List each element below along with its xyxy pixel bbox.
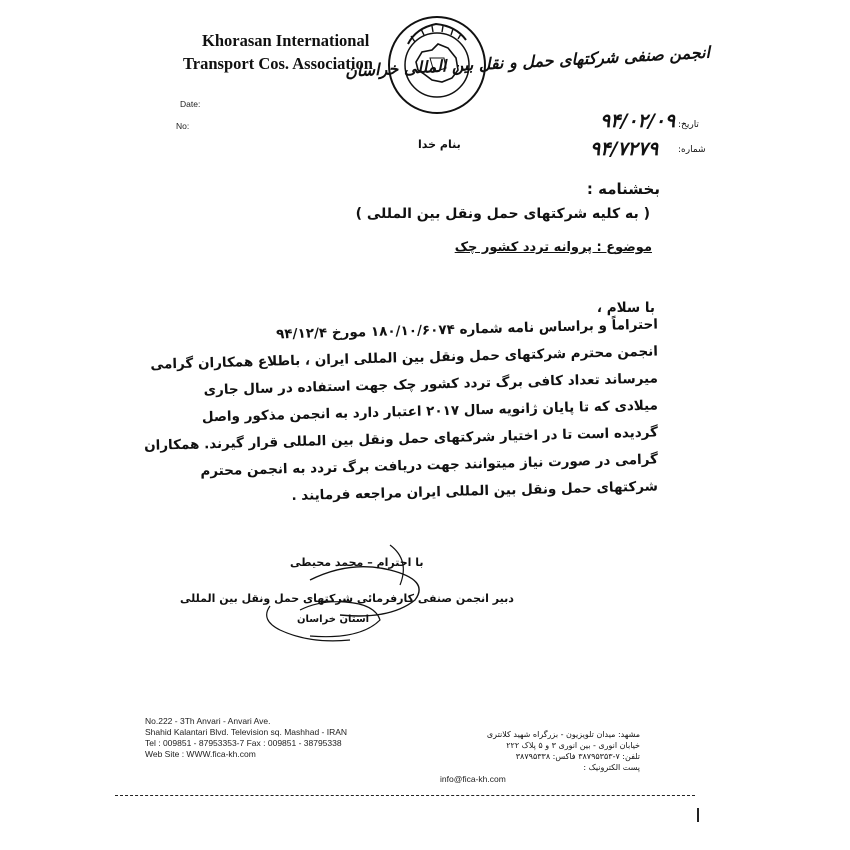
footer-email: info@fica-kh.com	[440, 774, 506, 784]
footer-fa-line: خیابان انوری - بین انوری ۳ و ۵ پلاک ۲۲۲	[506, 741, 640, 750]
org-name-fa: انجمن صنفی شرکتهای حمل و نقل بین المللی خراسان	[344, 42, 711, 81]
handwritten-signature	[240, 540, 440, 650]
footer-en-line: Tel : 009851 - 87953353-7 Fax : 009851 - 38795338	[145, 738, 342, 748]
bottom-dashed-divider	[115, 795, 695, 796]
signature-regards: با احترام – محمد محیطی	[290, 556, 424, 569]
in-the-name-of-god: بنام خدا	[418, 138, 461, 151]
footer-fa-line: مشهد: میدان تلویزیون - بزرگراه شهید کلانتری	[486, 730, 640, 739]
footer-en-line: No.222 - 3Th Anvari - Anvari Ave.	[145, 716, 271, 726]
footer-fa-line: پست الکترونیک :	[583, 763, 640, 772]
org-name-en-line1: Khorasan International	[202, 31, 370, 50]
footer-en-line: Shahid Kalantari Blvd. Television sq. Mashhad - IRAN	[145, 727, 348, 737]
footer-fa-line: تلفن: ۷-۳۸۷۹۵۳۵۳ فاکس: ۳۸۷۹۵۳۳۸	[515, 752, 640, 761]
date-value: ۹۴/۰۲/۰۹	[600, 110, 676, 132]
date-label-fa: تاریخ:	[678, 120, 699, 130]
footer-fa	[440, 730, 640, 785]
signature-title: دبیر انجمن صنفی کارفرمائی شرکتهای حمل ونقل بین المللی	[180, 592, 514, 605]
circular-title: بخشنامه :	[586, 180, 660, 198]
date-label-en: Date:	[180, 99, 201, 109]
body-line: میلادی که تا پایان ژانویه سال ۲۰۱۷ اعتبار دارد به انجمن مذکور واصل	[201, 397, 659, 426]
body-line: شرکتهای حمل ونقل بین المللی ایران مراجعه فرمایند .	[291, 478, 659, 505]
number-value: ۹۴/۷۲۷۹	[590, 138, 659, 160]
subject-line: موضوع : پروانه تردد کشور چک	[454, 240, 652, 255]
org-name-en-line2: Transport Cos. Association	[183, 54, 373, 73]
bottom-tick-mark	[697, 808, 699, 822]
greeting: با سلام ،	[596, 300, 655, 316]
body-line: میرساند تعداد کافی برگ تردد کشور چک جهت استفاده در سال جاری	[203, 370, 659, 399]
footer-en-line: Web Site : WWW.fica-kh.com	[145, 749, 256, 759]
body-line: انجمن محترم شرکتهای حمل ونقل بین المللی ایران ، باطلاع همکاران گرامی	[150, 343, 659, 373]
signature-province: استان خراسان	[297, 614, 370, 625]
number-label-en: No:	[176, 121, 190, 131]
body-line: گردیده است تا در اختیار شرکتهای حمل ونقل بین المللی قرار گیرند. همکاران	[143, 424, 659, 454]
body-line: گرامی در صورت نیاز میتوانند جهت دریافت برگ تردد به انجمن محترم	[200, 451, 659, 480]
recipients-line: ( به کلیه شرکتهای حمل ونقل بین المللی )	[355, 206, 650, 222]
letter-body	[143, 316, 659, 507]
body-line: احتراماً و براساس نامه شماره ۱۸۰/۱۰/۶۰۷۴ مورخ ۹۴/۱۲/۴	[275, 316, 659, 343]
number-label-fa: شماره:	[678, 145, 706, 155]
footer-en	[145, 716, 375, 760]
